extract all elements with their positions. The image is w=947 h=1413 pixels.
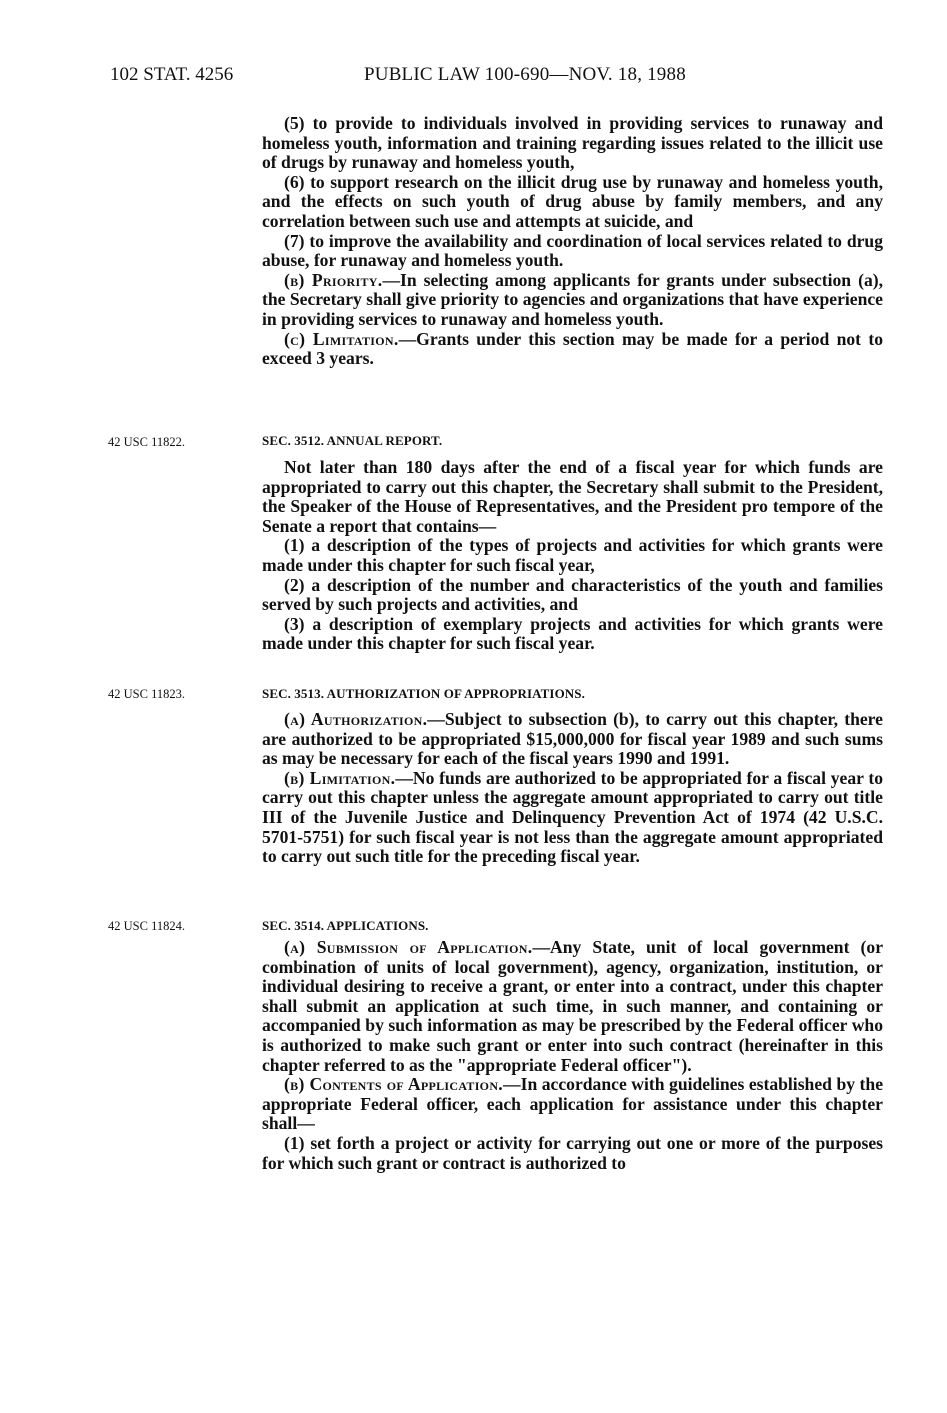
- section-3514-b-label: (b) Contents of Application.: [284, 1074, 503, 1095]
- subsection-b-text: —In selecting among applicants for grants under subsection (a), the Secretary shall give priority to agencies and organizations that have experience in providing services to runaway and homeless youth.: [262, 269, 883, 329]
- item-7: (7) to improve the availability and coordination of local services related to drug abuse, for runaway and homeless youth.: [262, 230, 883, 271]
- section-3514-a-text: —Any State, unit of local government (or combination of units of local government), agency, organization, institution, or individual desiring to receive a grant, or enter into a contract, under this chapter shall submit an application at such time, in such manner, and containing or accompanied by such information as may be prescribed by the Federal officer who is authorized to make such grant or enter into such contract (hereinafter in this chapter referred to as the "appropriate Federal officer").: [262, 937, 884, 1075]
- section-3514-heading: SEC. 3514. APPLICATIONS.: [262, 918, 429, 933]
- public-law-title: PUBLIC LAW 100-690—NOV. 18, 1988: [364, 64, 686, 85]
- section-3514-item-1: (1) set forth a project or activity for carrying out one or more of the purposes for which such grant or contract is authorized to: [262, 1132, 883, 1173]
- item-5: (5) to provide to individuals involved in providing services to runaway and homeless youth, information and training regarding issues related to the illicit use of drugs by runaway and homeless youth,: [262, 113, 883, 173]
- continuation-block: [262, 114, 883, 369]
- statute-page-number: 102 STAT. 4256: [110, 64, 234, 85]
- subsection-b-priority: [262, 271, 883, 330]
- section-3513-subsection-a: [262, 710, 883, 769]
- section-3513-subsection-b: [262, 769, 883, 867]
- subsection-c-label: (c) Limitation.: [284, 328, 399, 349]
- section-3513-a-text: —Subject to subsection (b), to carry out this chapter, there are authorized to be appropriated $15,000,000 for fiscal year 1989 and such sums as may be necessary for each of the fiscal years 1990 and 1991.: [262, 709, 883, 769]
- section-3512-heading: SEC. 3512. ANNUAL REPORT.: [262, 433, 443, 448]
- section-3513-heading: SEC. 3513. AUTHORIZATION OF APPROPRIATIONS.: [262, 686, 585, 701]
- subsection-b-label: (b) Priority.: [284, 269, 383, 290]
- section-3514-subsection-a: [262, 938, 883, 1075]
- margin-note-11823: 42 USC 11823.: [108, 687, 185, 701]
- section-3512-item-2: (2) a description of the number and characteristics of the youth and families served by such projects and activities, and: [262, 574, 883, 615]
- section-3512-intro: Not later than 180 days after the end of a fiscal year for which funds are appropriated to carry out this chapter, the Secretary shall submit to the President, the Speaker of the House of Representatives, and the President pro tempore of the Senate a report that contains—: [262, 457, 883, 536]
- margin-note-11824: 42 USC 11824.: [108, 919, 185, 933]
- section-3512-body: [262, 458, 883, 654]
- subsection-c-limitation: [262, 330, 883, 369]
- section-3514-b-text: —In accordance with guidelines established by the appropriate Federal officer, each application for assistance under this chapter shall—: [262, 1074, 883, 1134]
- section-3512-item-1: (1) a description of the types of projects and activities for which grants were made under this chapter for such fiscal year,: [262, 535, 883, 575]
- section-3512-item-3: (3) a description of exemplary projects and activities for which grants were made under this chapter for such fiscal year.: [262, 613, 883, 654]
- section-3514-subsection-b: [262, 1075, 883, 1134]
- page-header: [110, 64, 810, 90]
- margin-note-11822: 42 USC 11822.: [108, 435, 185, 449]
- subsection-c-text: —Grants under this section may be made for a period not to exceed 3 years.: [262, 328, 883, 369]
- section-3514-a-label: (a) Submission of Application.: [284, 937, 533, 957]
- section-3513-b-text: —No funds are authorized to be appropriated for a fiscal year to carry out this chapter unless the aggregate amount appropriated to carry out title III of the Juvenile Justice and Delinquency Prevention Act of 1974 (42 U.S.C. 5701-5751) for such fiscal year is not less than the aggregate amount appropriated to carry out such title for the preceding fiscal year.: [262, 767, 883, 867]
- section-3513-b-label: (b) Limitation.: [284, 767, 396, 788]
- section-3513-a-label: (a) Authorization.: [284, 709, 428, 729]
- item-6: (6) to support research on the illicit drug use by runaway and homeless youth, and the effects on such youth of drug abuse by family members, and any correlation between such use and attempts at suicide, and: [262, 171, 883, 231]
- section-3514-body: [262, 938, 883, 1173]
- section-3513-body: [262, 710, 883, 867]
